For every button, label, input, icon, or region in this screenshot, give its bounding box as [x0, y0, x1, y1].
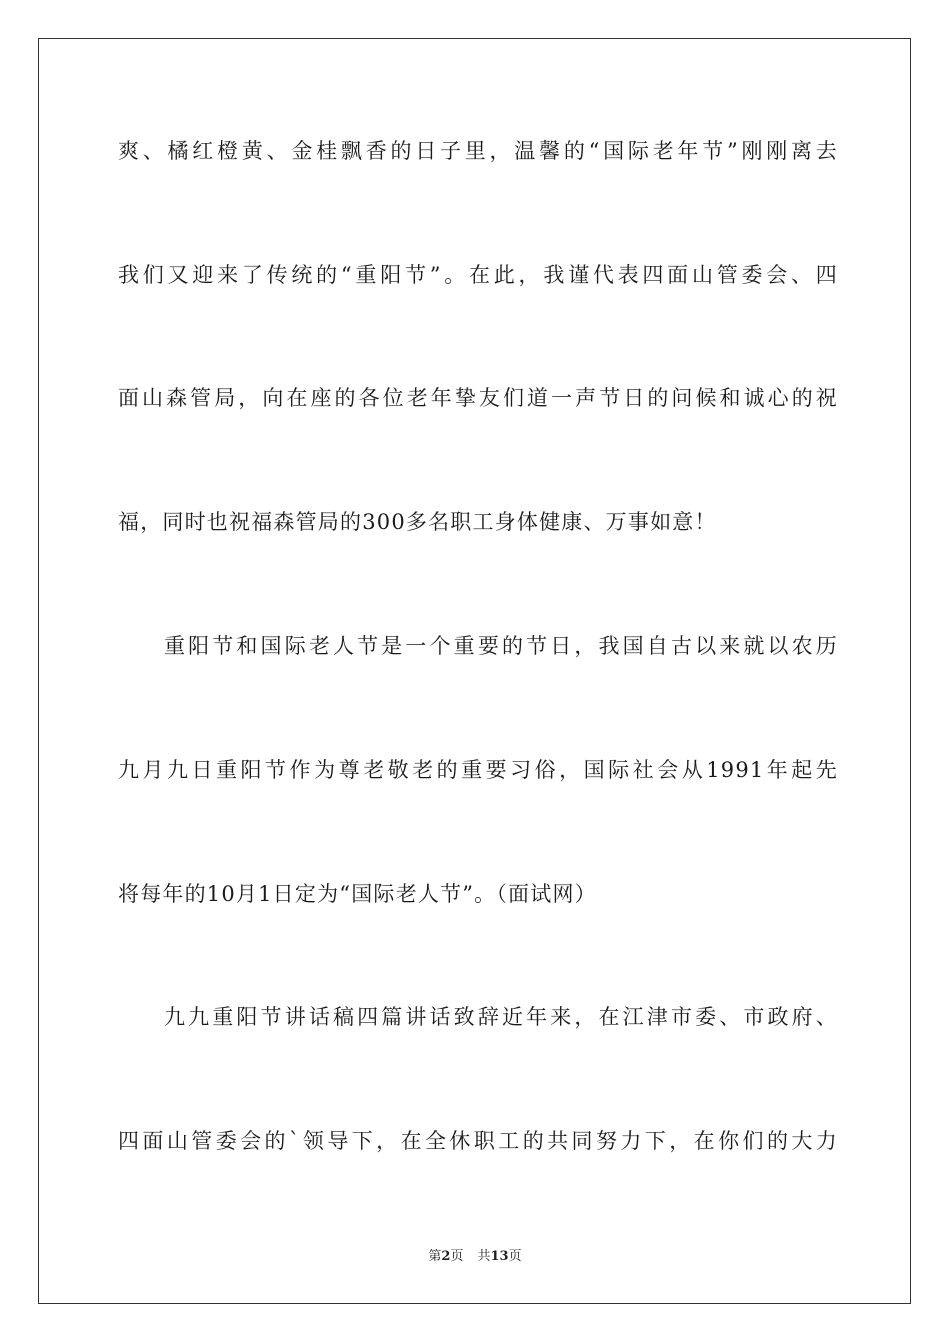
text-line-6: 九月九日重阳节作为尊老敬老的重要习俗，国际社会从1991年起先 [118, 758, 838, 782]
text-line-8: 九九重阳节讲话稿四篇讲话致辞近年来，在江津市委、市政府、 [164, 1005, 838, 1029]
text-line-1: 爽、橘红橙黄、金桂飘香的日子里，温馨的“国际老年节”刚刚离去 [118, 139, 838, 163]
footer-page-suffix: 页 [450, 1249, 464, 1264]
footer-total-suffix: 页 [508, 1249, 522, 1264]
footer-page-prefix: 第 [428, 1249, 442, 1264]
text-line-5: 重阳节和国际老人节是一个重要的节日，我国自古以来就以农历 [164, 634, 838, 658]
page-footer [0, 1248, 950, 1266]
text-line-7: 将每年的10月1日定为“国际老人节”。（面试网） [118, 882, 597, 906]
text-line-9: 四面山管委会的`领导下，在全休职工的共同努力下，在你们的大力 [118, 1129, 838, 1153]
text-line-2: 我们又迎来了传统的“重阳节”。在此，我谨代表四面山管委会、四 [118, 263, 838, 287]
footer-page-total: 13 [490, 1249, 509, 1264]
footer-total-prefix: 共 [477, 1249, 491, 1264]
text-line-4: 福，同时也祝福森管局的300多名职工身体健康、万事如意！ [118, 510, 717, 534]
text-line-3: 面山森管局，向在座的各位老年挚友们道一声节日的问候和诚心的祝 [118, 386, 838, 410]
footer-page-current: 2 [441, 1249, 451, 1264]
page-border [38, 38, 911, 1304]
